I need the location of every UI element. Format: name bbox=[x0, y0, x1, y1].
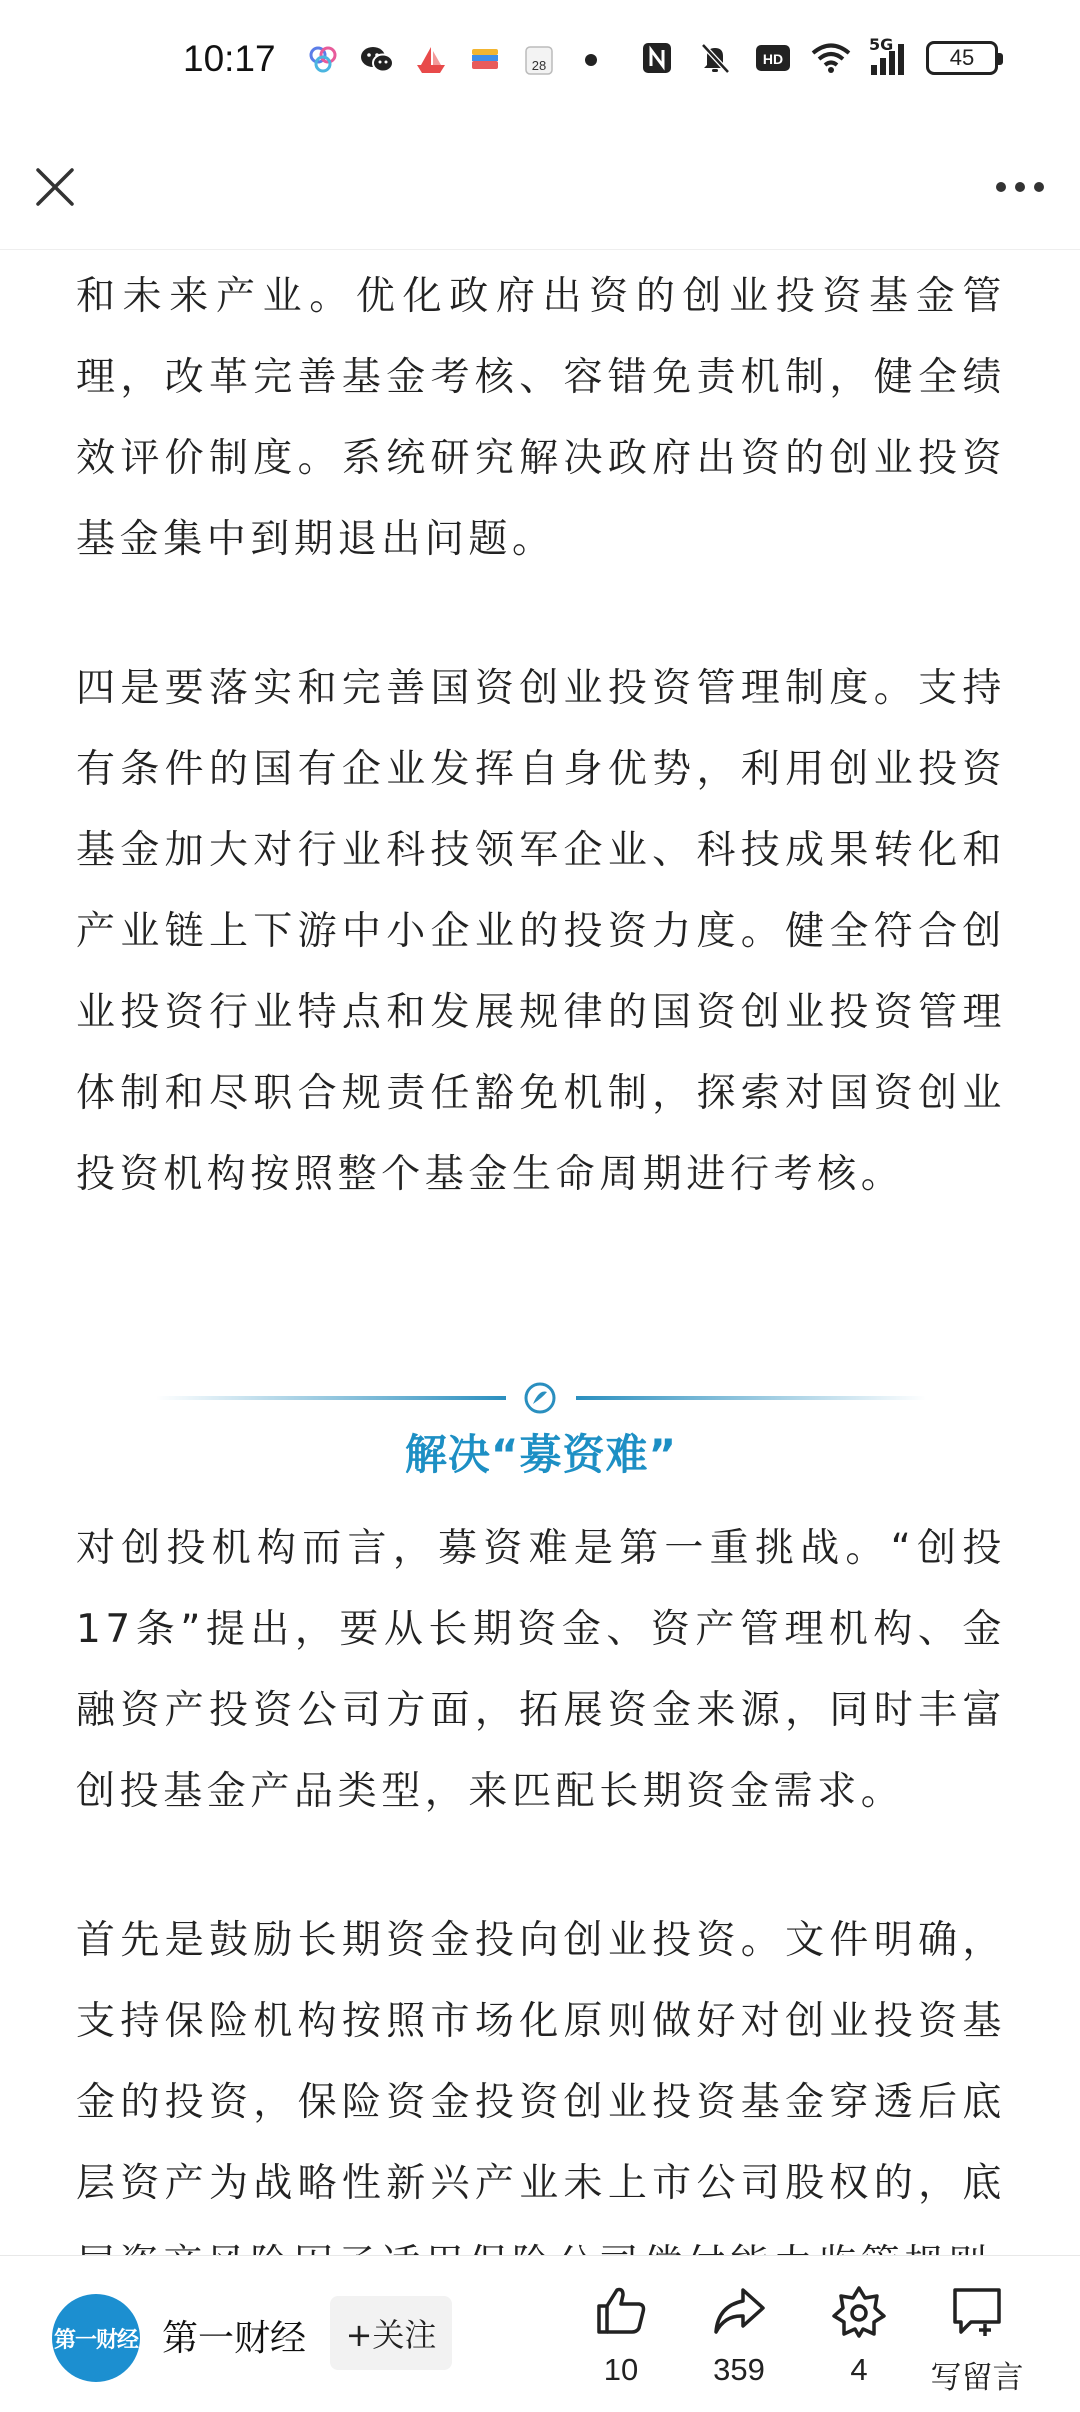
system-icons bbox=[639, 35, 998, 76]
more-notifications-dot bbox=[585, 54, 597, 66]
section-emblem-icon bbox=[522, 1380, 558, 1416]
share-count: 359 bbox=[713, 2352, 765, 2387]
more-dot-icon bbox=[996, 182, 1006, 192]
article-paragraph: 对创投机构而言，募资难是第一重挑战。“创投17条”提出，要从长期资金、资产管理机构、金融资产投资公司方面，拓展资金来源，同时丰富创投基金产品类型，来匹配长期资金需求。 bbox=[76, 1526, 1006, 1814]
more-dot-icon bbox=[1034, 182, 1044, 192]
follow-button[interactable]: +关注 bbox=[330, 2296, 452, 2370]
bottom-action-bar bbox=[0, 2255, 1080, 2412]
more-dot-icon bbox=[1015, 182, 1025, 192]
article-body[interactable] bbox=[76, 250, 1006, 2255]
network-type-text: 5G bbox=[869, 35, 894, 54]
thumbs-up-icon bbox=[593, 2284, 649, 2338]
calendar-day-text: 28 bbox=[531, 58, 547, 73]
nfc-icon bbox=[639, 40, 675, 76]
cellular-signal-icon bbox=[869, 35, 904, 75]
top-bar bbox=[0, 125, 1080, 250]
section-title: 解决“募资难” bbox=[404, 1430, 678, 1479]
hd-icon bbox=[755, 40, 791, 76]
close-button[interactable] bbox=[25, 157, 85, 217]
avatar-logo-text: 第一财经 bbox=[53, 2327, 138, 2353]
author-avatar[interactable] bbox=[52, 2294, 140, 2382]
notification-icons bbox=[305, 42, 597, 78]
like-button[interactable] bbox=[566, 2284, 676, 2388]
battery-level: 45 bbox=[949, 45, 975, 70]
mute-icon bbox=[697, 40, 733, 76]
article-paragraph: 和未来产业。优化政府出资的创业投资基金管理，改革完善基金考核、容错免责机制，健全绩效评价制度。系统研究解决政府出资的创业投资基金集中到期退出问题。 bbox=[76, 274, 1006, 562]
svg-text:HD: HD bbox=[762, 51, 784, 67]
favorite-star-icon bbox=[831, 2284, 887, 2338]
favorite-count: 4 bbox=[850, 2352, 868, 2387]
write-comment-button[interactable] bbox=[922, 2284, 1032, 2397]
comment-add-icon bbox=[949, 2284, 1005, 2338]
close-icon bbox=[34, 166, 76, 208]
share-arrow-icon bbox=[711, 2284, 767, 2338]
article-paragraph: 首先是鼓励长期资金投向创业投资。文件明确，支持保险机构按照市场化原则做好对创业投资基金的投资，保险资金投资创业投资基金穿透后底层资产为战略性新兴产业未上市公司股权的，底 bbox=[76, 1918, 1006, 2206]
section-divider-right bbox=[576, 1396, 926, 1400]
calendar-icon bbox=[521, 42, 557, 78]
favorite-button[interactable] bbox=[804, 2284, 914, 2388]
wifi-icon bbox=[813, 40, 849, 76]
share-button[interactable] bbox=[684, 2284, 794, 2388]
status-bar bbox=[0, 0, 1080, 125]
author-name[interactable]: 第一财经 bbox=[162, 2318, 307, 2359]
more-options-button[interactable] bbox=[985, 157, 1055, 217]
article-paragraph: 四是要落实和完善国资创业投资管理制度。支持有条件的国有企业发挥自身优势，利用创业投资基金加大对行业科技领军企业、科技成果转化和产业链上下游中小企业的投资力度。健全符合创业投资行业特点和发展规律的国资创业投资管理体制和尽职合规责任豁免机制，探索对国资创业投资机构按照整个基金生命周期进行考核。 bbox=[76, 666, 1006, 1197]
boat-app-icon bbox=[413, 42, 449, 78]
section-divider-left bbox=[156, 1396, 506, 1400]
section-header bbox=[76, 1310, 1006, 1479]
app-cluster-icon bbox=[305, 42, 341, 78]
wallet-icon bbox=[467, 42, 503, 78]
wechat-icon bbox=[359, 42, 395, 78]
write-comment-label: 写留言 bbox=[930, 2360, 1024, 2395]
battery-icon bbox=[926, 41, 998, 75]
status-time: 10:17 bbox=[183, 38, 276, 79]
like-count: 10 bbox=[603, 2352, 639, 2387]
